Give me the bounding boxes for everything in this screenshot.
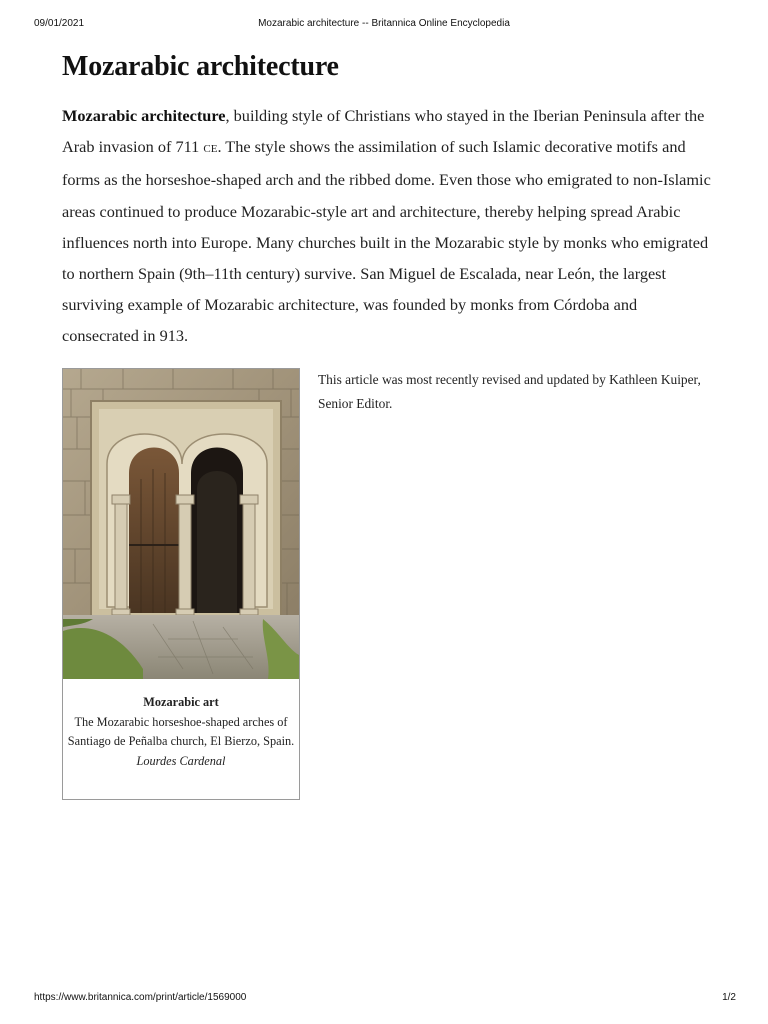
caption-title: Mozarabic art — [143, 695, 219, 709]
print-doc-title: Mozarabic architecture -- Britannica Online Encyclopedia — [258, 18, 510, 29]
body-text-part-2: . The style shows the assimilation of such Islamic decorative motifs and forms as the horseshoe-shaped arch and the ribbed dome. Even those who emigrated to non-Islamic areas continued to produce Mozarabic-style art and architecture, thereby helping spread Arabic influences north into Europe. Many churches built in the Mozarabic style by monks who emigrated to northern Spain (9th–11th century) survive. San Miguel de Escalada, near León, the largest surviving example of Mozarabic architecture, was founded by monks from Córdoba and consecrated in 913. — [62, 137, 711, 346]
lead-term: Mozarabic architecture — [62, 106, 226, 125]
caption-credit: Lourdes Cardenal — [136, 753, 226, 768]
body-text-part-1: , building style of Christians who stayed in the Iberian Peninsula after the Arab invasion of 711 — [62, 106, 705, 157]
page-number: 1/2 — [722, 992, 736, 1003]
church-arches-photo[interactable] — [63, 369, 299, 679]
caption-description: The Mozarabic horseshoe-shaped arches of Santiago de Peñalba church, El Bierzo, Spain. — [67, 714, 295, 748]
print-footer — [0, 992, 768, 1006]
figure — [62, 368, 300, 800]
print-header — [0, 18, 768, 32]
print-date: 09/01/2021 — [34, 18, 85, 29]
article-title: Mozarabic architecture — [62, 51, 339, 82]
revision-note: This article was most recently revised and updated by Kathleen Kuiper, Senior Editor. — [318, 372, 701, 411]
print-url[interactable]: https://www.britannica.com/print/article/1569000 — [34, 992, 247, 1003]
article-body — [62, 100, 712, 352]
figure-caption — [63, 679, 299, 771]
era-abbreviation: ce — [203, 140, 218, 157]
